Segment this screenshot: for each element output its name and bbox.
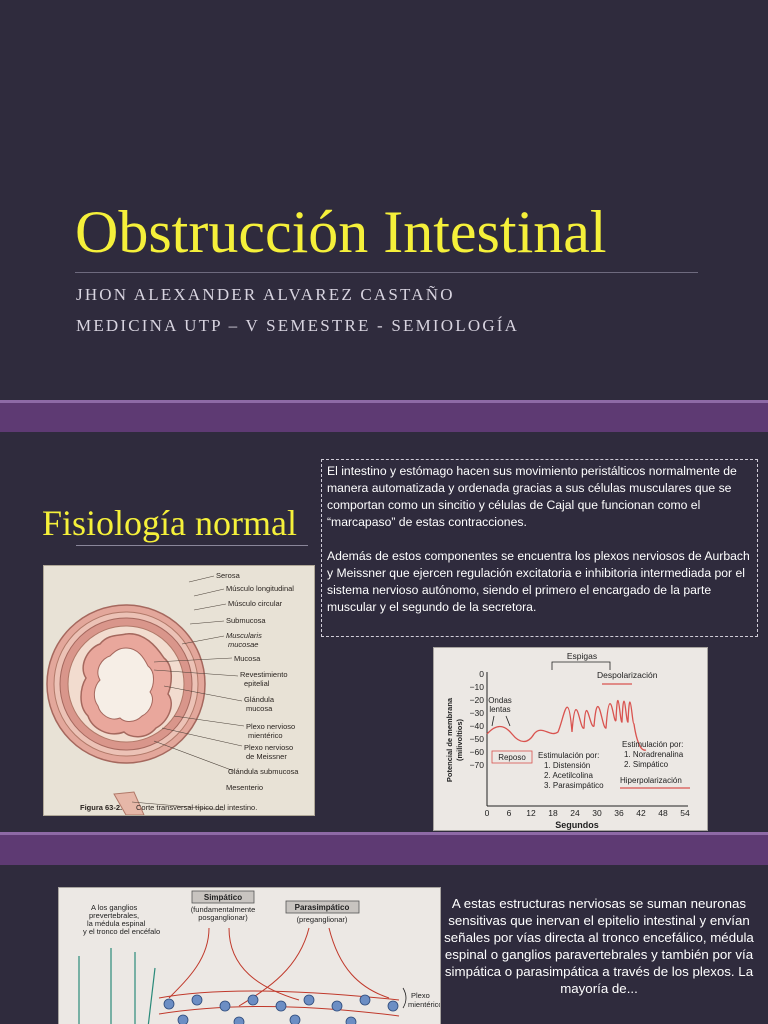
stim-inhibitory-item: 2. Simpático [624, 760, 669, 769]
intestine-cross-section-figure [43, 565, 315, 816]
stim-excitatory-item: 2. Acetilcolina [544, 771, 593, 780]
y-tick: −50 [469, 734, 484, 744]
slide-title: Obstrucción Intestinal [75, 199, 607, 265]
spikes-label: Espigas [566, 651, 598, 661]
label-mucosae: mucosae [228, 640, 259, 649]
physiology-textbox [321, 459, 758, 637]
y-axis-label-unit: (milivoltios) [455, 718, 464, 762]
membrane-potential-drawing [434, 648, 707, 830]
label-meissner-plexus: Plexo nervioso [244, 743, 294, 752]
y-tick: −30 [469, 708, 484, 718]
cover-slide [0, 0, 768, 400]
innervation-text: A estas estructuras nerviosas se suman neuronas sensitivas que inervan el epitelio intestinal y envían señales por vías directa al tronco encefálico, médula espinal o ganglios paravertebrales y también por vía simpática o parasimpática a través de los plexos. La mayoría de... [444, 896, 754, 996]
x-tick: 24 [570, 808, 580, 818]
enteric-innervation-figure [58, 887, 441, 1024]
stim-excitatory-title: Estimulación por: [538, 751, 600, 760]
label-epithelium-2: epitelial [244, 679, 270, 688]
x-tick: 48 [658, 808, 668, 818]
paragraph: Además de estos componentes se encuentra los plexos nerviosos de Aurbach y Meissner que ejercen regulación excitatoria e inhibitoria intermediada por el sistema nervioso autónomo, siendo el primero el encargado de la parte muscular y el segundo de la secretora. [327, 549, 750, 614]
x-tick: 6 [506, 808, 512, 818]
slow-waves-label: Ondas [488, 696, 512, 705]
hyperpolarization-label: Hiperpolarización [620, 776, 682, 785]
paragraph: El intestino y estómago hacen sus movimiento peristálticos normalmente de manera automatizada y ordenada gracias a sus células musculares que se comportan como un sincitio y células de Cajal que funcionan como el “marcapaso” de estas contracciones. [327, 464, 737, 529]
x-tick: 36 [614, 808, 624, 818]
x-axis-label: Segundos [555, 820, 599, 830]
label-myenteric-plexus: Plexo nervioso [246, 722, 296, 731]
sympathetic-sub-label: (fundamentalmente [190, 905, 256, 914]
ganglia-label-4: y el tronco del encéfalo [83, 927, 161, 936]
innervation-slide [0, 865, 768, 1024]
x-tick: 30 [592, 808, 602, 818]
label-myenteric-plexus-2: mientérico [248, 731, 283, 740]
label-submucosal-gland: Glándula submucosa [228, 767, 299, 776]
label-mesentery: Mesenterio [226, 783, 264, 792]
y-tick: 0 [479, 669, 484, 679]
x-tick: 18 [548, 808, 558, 818]
label-mucosa: Mucosa [234, 654, 261, 663]
sympathetic-sub-label-2: posganglionar) [198, 913, 248, 922]
physiology-slide [0, 432, 768, 832]
slide-separator [0, 400, 768, 432]
y-axis-label: Potencial de membrana [445, 697, 454, 783]
sympathetic-box-label: Simpático [203, 893, 243, 902]
label-submucosa: Submucosa [226, 616, 266, 625]
rest-label: Reposo [498, 753, 526, 762]
y-tick: −40 [469, 721, 484, 731]
ganglia-label-2: prevertebrales, [89, 911, 140, 920]
y-tick: −60 [469, 747, 484, 757]
slow-waves-label-2: lentas [489, 705, 511, 714]
label-meissner-plexus-2: de Meissner [246, 752, 287, 761]
parasympathetic-sub-label: (preganglionar) [296, 915, 348, 924]
label-gland-2: mucosa [246, 704, 273, 713]
label-serosa: Serosa [216, 571, 240, 580]
ganglia-label: A los ganglios [91, 903, 138, 912]
author-name: JHON ALEXANDER ALVAREZ CASTAÑO [76, 285, 455, 304]
figure-caption-number: Figura 63-2. [80, 803, 123, 812]
ganglia-label-3: la médula espinal [87, 919, 146, 928]
x-tick: 54 [680, 808, 690, 818]
depolarization-label: Despolarización [597, 670, 658, 680]
figure-caption: Corte transversal típico del intestino. [136, 803, 258, 812]
y-tick: −70 [469, 760, 484, 770]
y-tick: −20 [469, 695, 484, 705]
label-gland: Glándula [244, 695, 275, 704]
stim-inhibitory-title: Estimulación por: [622, 740, 684, 749]
section-heading: Fisiología normal [42, 503, 297, 543]
stim-inhibitory-item: 1. Noradrenalina [624, 750, 684, 759]
myenteric-plexus-label: Plexo [411, 991, 430, 1000]
title-divider [75, 272, 698, 273]
stim-excitatory-item: 3. Parasimpático [544, 781, 604, 790]
x-tick: 0 [484, 808, 490, 818]
innervation-drawing [59, 888, 440, 1024]
parasympathetic-box-label: Parasimpático [294, 903, 350, 912]
membrane-potential-figure [433, 647, 708, 831]
label-muscle-circular: Músculo circular [228, 599, 283, 608]
x-tick: 42 [636, 808, 646, 818]
stim-excitatory-item: 1. Distensión [544, 761, 591, 770]
myenteric-plexus-label-2: mientérico [408, 1000, 440, 1009]
x-tick: 12 [526, 808, 536, 818]
label-muscularis: Muscularis [226, 631, 262, 640]
label-muscle-longitudinal: Músculo longitudinal [226, 584, 294, 593]
course-info: MEDICINA UTP – V SEMESTRE - SEMIOLOGÍA [76, 316, 520, 335]
slide-separator [0, 832, 768, 865]
y-tick: −10 [469, 682, 484, 692]
cross-section-drawing [44, 566, 314, 815]
label-epithelium: Revestimiento [240, 670, 288, 679]
heading-divider [76, 545, 308, 546]
